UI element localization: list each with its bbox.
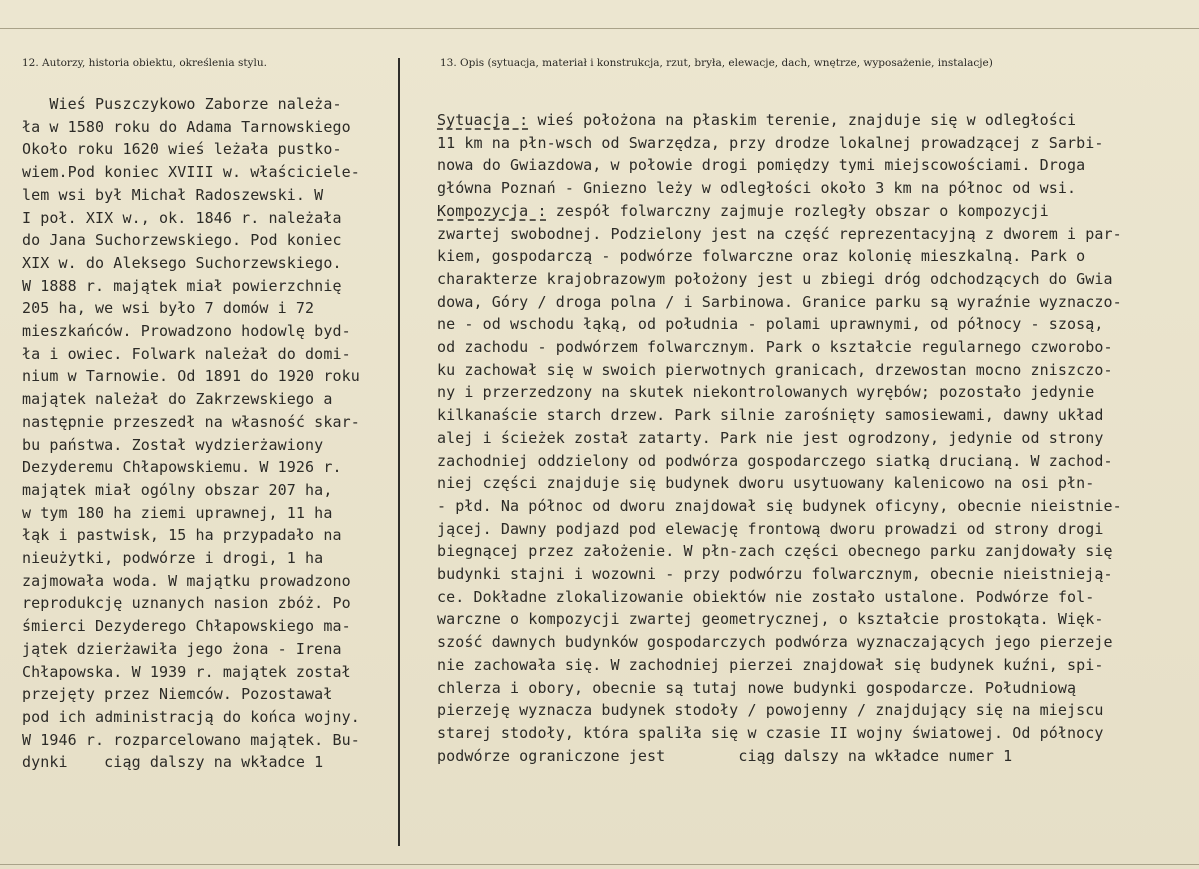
top-rule <box>0 28 1199 29</box>
situation-label: Sytuacja : <box>437 111 529 129</box>
section-12-header: 12. Autorzy, historia obiektu, określenia stylu. <box>22 57 267 69</box>
description-text: Sytuacja : wieś położona na płaskim terenie, znajduje się w odległości 11 km na płn-wsch od Swarzędza, przy drodze lokalnej prowadzącej z Sarbi- nowa do Gwiazdowa, w połowie drogi pomiędzy tymi miejscowościami. Droga główna Poznań - Gniezno leży w odległości około 3 km na północ od wsi. Kompozycja : zespół folwarczny zajmuje rozległy obszar o kompozycji zwartej swobodnej. Podzielony jest na część reprezentacyjną z dworem i par- kiem, gospodarczą - podwórze folwarczne oraz kolonię mieszkalną. Park o charakterze krajobrazowym położony jest u zbiegi dróg odchodzących do Gwia dowa, Góry / droga polna / i Sarbinowa. Granice parku są wyraźnie wyznaczo- ne - od wschodu łąką, od południa - polami uprawnymi, od północy - szosą, od zachodu - podwórzem folwarcznym. Park o kształcie regularnego czworobo- ku zachował się w swoich pierwotnych granicach, drzewostan mocno zniszczo- ny i przerzedzony na skutek niekontrolowanych wyrębów; pozostało jedynie kilkanaście starch drzew. Park silnie zarośnięty samosiewami, dawny układ alej i ścieżek został zatarty. Park nie jest ogrodzony, jedynie od strony zachodniej oddzielony od podwórza gospodarczego siatką drucianą. W zachod- niej części znajduje się budynek dworu usytuowany kalenicowo na osi płn- - płd. Na północ od dworu znajdował się budynek oficyny, obecnie nieistnie- jącej. Dawny podjazd pod elewację frontową dworu prowadzi od strony drogi biegnącej przez założenie. W płn-zach części obecnego parku zanjdowały się budynki stajni i wozowni - przy podwórzu folwarcznym, obecnie nieistnieją- ce. Dokładne zlokalizowanie obiektów nie zostało ustalone. Podwórze fol- warczne o kompozycji zwartej geometrycznej, o kształcie prostokąta. Więk- szość dawnych budynków gospodarczych podwórza wyznaczających jego pierzeje nie zachowała się. W zachodniej pierzei znajdował się budynek kuźni, spi- chlerza i obory, obecnie są tutaj nowe budynki gospodarcze. Południową pierzeję wyznacza budynek stodoły / powojenny / znajdujący się na miejscu starej stodoły, która spaliła się w czasie II wojny światowej. Od północy podwórze ograniczone jest ciąg dalszy na wkładce numer 1 <box>437 111 1122 765</box>
column-divider <box>398 58 400 846</box>
bottom-rule <box>0 864 1199 865</box>
composition-label: Kompozycja : <box>437 201 547 220</box>
history-text: Wieś Puszczykowo Zaborze należa- ła w 1580 roku do Adama Tarnowskiego Około roku 1620 wieś leżała pustko- wiem.Pod koniec XVIII w. właściciele- lem wsi był Michał Radoszewski. W I poł. XIX w., ok. 1846 r. należała do Jana Suchorzewskiego. Pod koniec XIX w. do Aleksego Suchorzewskiego. W 1888 r. majątek miał powierzchnię 205 ha, we wsi było 7 domów i 72 mieszkańców. Prowadzono hodowlę byd- ła i owiec. Folwark należał do domi- nium w Tarnowie. Od 1891 do 1920 roku majątek należał do Zakrzewskiego a następnie przeszedł na własność skar- bu państwa. Został wydzierżawiony Dezyderemu Chłapowskiemu. W 1926 r. majątek miał ogólny obszar 207 ha, w tym 180 ha ziemi uprawnej, 11 ha łąk i pastwisk, 15 ha przypadało na nieużytki, podwórze i drogi, 1 ha zajmowała woda. W majątku prowadzono reprodukcję uznanych nasion zbóż. Po śmierci Dezyderego Chłapowskiego ma- jątek dzierżawiła jego żona - Irena Chłapowska. W 1939 r. majątek został przejęty przez Niemców. Pozostawał pod ich administracją do końca wojny. W 1946 r. rozparcelowano majątek. Bu- dynki ciąg dalszy na wkładce 1 <box>22 95 360 772</box>
section-13-header: 13. Opis (sytuacja, materiał i konstrukcja, rzut, bryła, elewacje, dach, wnętrze, wyposażenie, instalacje) <box>440 57 993 69</box>
